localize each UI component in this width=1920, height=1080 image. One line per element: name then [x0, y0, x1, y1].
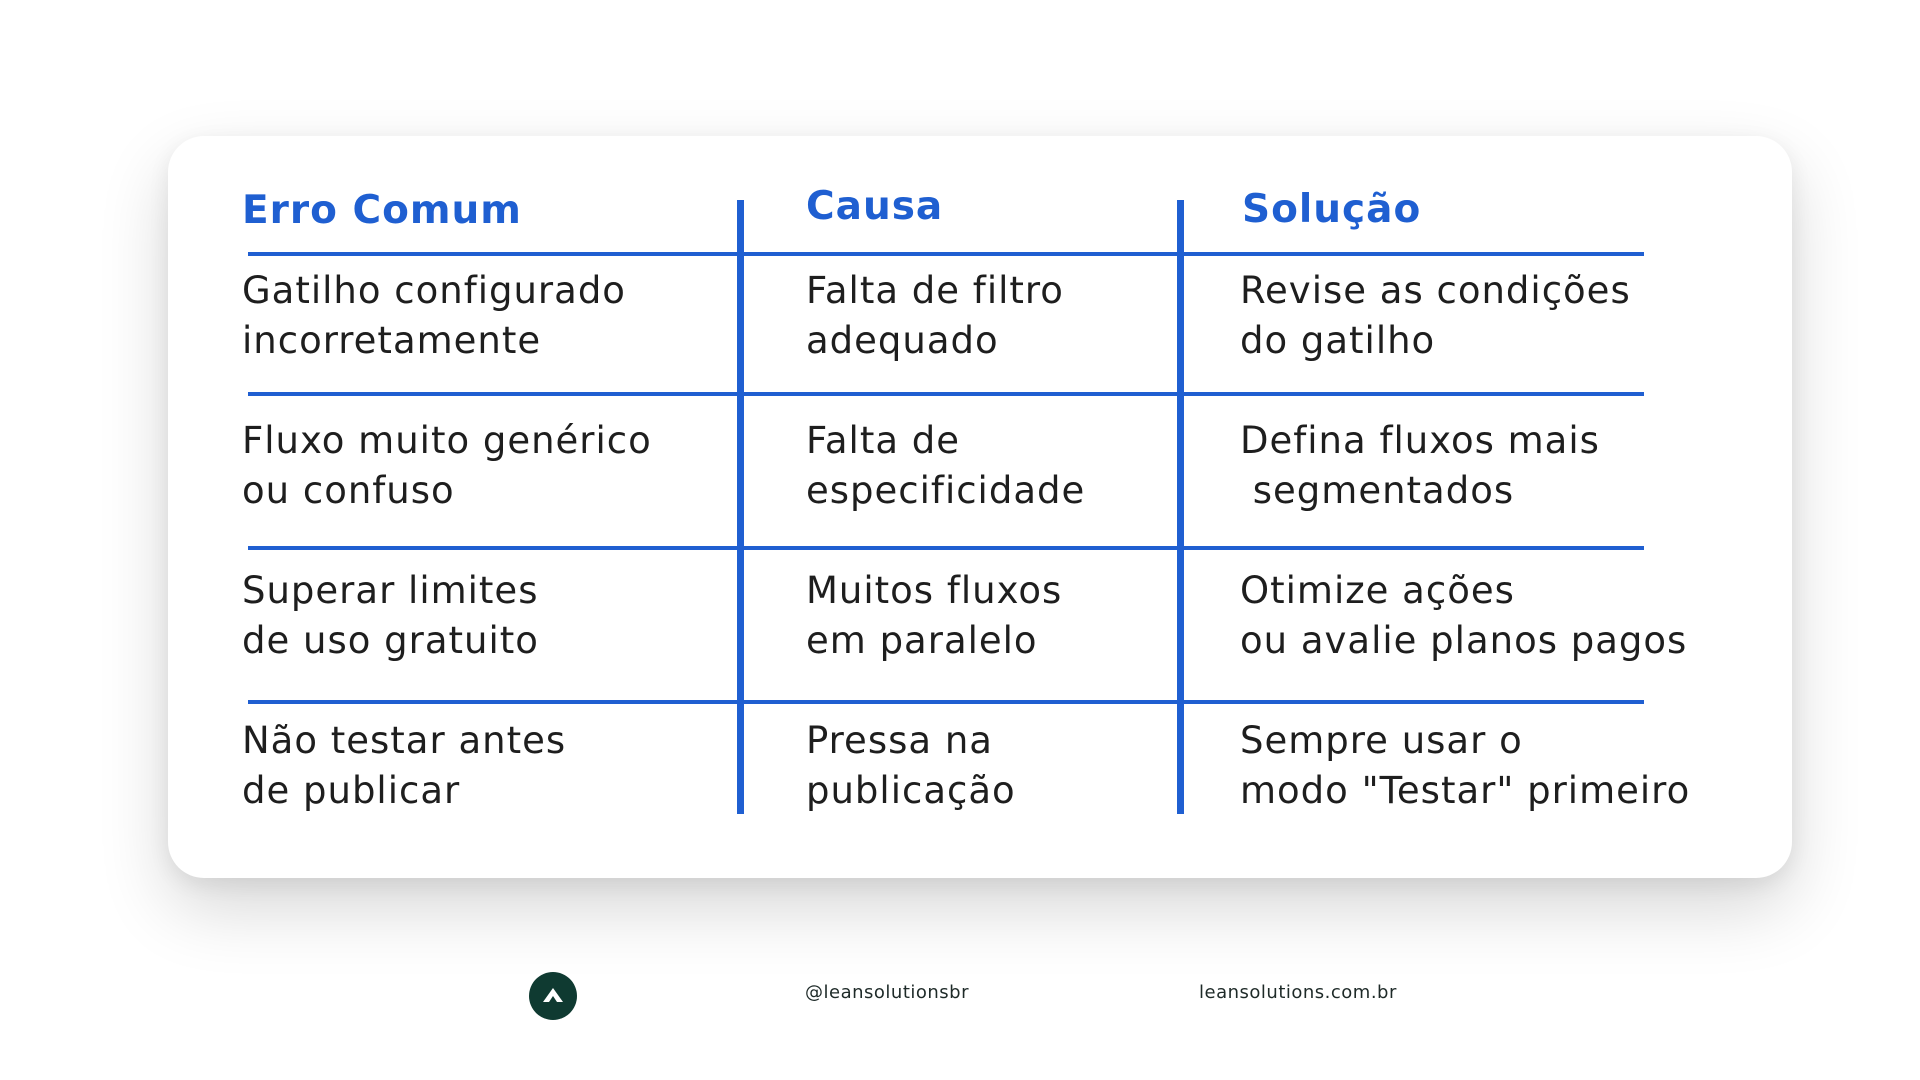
row-4-solucao — [1240, 716, 1690, 816]
row-2-erro — [242, 416, 652, 516]
row-4-erro — [242, 716, 566, 816]
brand-logo[interactable] — [529, 972, 577, 1020]
row-2-causa-line-1: Falta de — [806, 419, 961, 462]
row-2-solucao-line-2: segmentados — [1240, 469, 1515, 512]
row-4-erro-line-2: de publicar — [242, 769, 461, 812]
row-1-causa-line-2: adequado — [806, 319, 999, 362]
row-4-causa — [806, 716, 1016, 816]
row-3-erro-line-2: de uso gratuito — [242, 619, 539, 662]
header-erro-comum: Erro Comum — [242, 188, 522, 233]
chevron-up-icon — [529, 972, 577, 1020]
header-solucao: Solução — [1242, 187, 1422, 232]
instagram-handle[interactable]: @leansolutionsbr — [805, 982, 969, 1003]
row-3-solucao-line-1: Otimize ações — [1240, 569, 1515, 612]
row-3-solucao-line-2: ou avalie planos pagos — [1240, 619, 1688, 662]
row-1-erro — [242, 266, 626, 366]
row-3-causa — [806, 566, 1062, 666]
row-1-causa-line-1: Falta de filtro — [806, 269, 1064, 312]
row-divider-2 — [248, 546, 1644, 550]
row-divider-3 — [248, 700, 1644, 704]
row-1-solucao-line-2: do gatilho — [1240, 319, 1436, 362]
row-4-causa-line-2: publicação — [806, 769, 1016, 812]
row-3-causa-line-2: em paralelo — [806, 619, 1038, 662]
row-4-solucao-line-2: modo "Testar" primeiro — [1240, 769, 1691, 812]
row-1-solucao — [1240, 266, 1631, 366]
row-2-erro-line-1: Fluxo muito genérico — [242, 419, 652, 462]
row-3-erro — [242, 566, 539, 666]
row-3-solucao — [1240, 566, 1687, 666]
row-4-solucao-line-1: Sempre usar o — [1240, 719, 1523, 762]
website-link[interactable]: leansolutions.com.br — [1199, 982, 1397, 1003]
row-2-causa — [806, 416, 1085, 516]
row-2-causa-line-2: especificidade — [806, 469, 1086, 512]
column-divider-1 — [737, 200, 744, 814]
row-4-causa-line-1: Pressa na — [806, 719, 993, 762]
row-3-causa-line-1: Muitos fluxos — [806, 569, 1063, 612]
row-1-erro-line-2: incorretamente — [242, 319, 542, 362]
row-1-erro-line-1: Gatilho configurado — [242, 269, 626, 312]
row-divider-header — [248, 252, 1644, 256]
column-divider-2 — [1177, 200, 1184, 814]
row-1-causa — [806, 266, 1064, 366]
row-3-erro-line-1: Superar limites — [242, 569, 539, 612]
row-2-solucao-line-1: Defina fluxos mais — [1240, 419, 1600, 462]
row-4-erro-line-1: Não testar antes — [242, 719, 567, 762]
header-causa: Causa — [806, 184, 944, 229]
comparison-table-card — [168, 136, 1792, 878]
row-1-solucao-line-1: Revise as condições — [1240, 269, 1631, 312]
row-2-erro-line-2: ou confuso — [242, 469, 455, 512]
row-divider-1 — [248, 392, 1644, 396]
row-2-solucao — [1240, 416, 1600, 516]
